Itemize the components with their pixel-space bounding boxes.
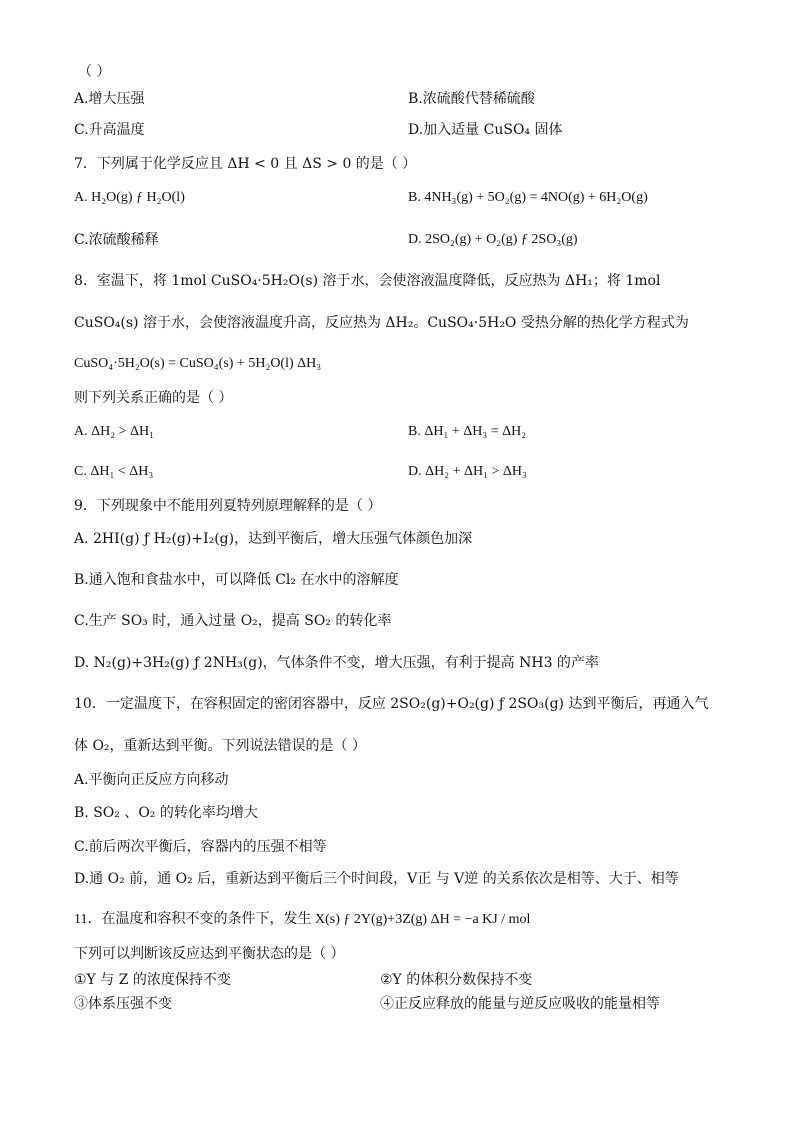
option-d: D. N₂(g)+3H₂(g) ƒ 2NH₃(g)，气体条件不变，增大压强，有利于提高 NH3 的产率 bbox=[74, 655, 599, 671]
question-stem-line-1: 8．室温下，将 1mol CuSO₄·5H₂O(s) 溶于水，会使溶液温度降低，反应热为 ΔH₁；将 1mol bbox=[74, 273, 661, 289]
statement-4: ④正反应释放的能量与逆反应吸收的能量相等 bbox=[380, 996, 660, 1012]
option-c: C.生产 SO₃ 时，通入过量 O₂，提高 SO₂ 的转化率 bbox=[74, 613, 392, 629]
option-a: A. 2HI(g) ƒ H₂(g)+I₂(g)，达到平衡后，增大压强气体颜色加深 bbox=[74, 531, 473, 547]
equation: CuSO₄·5H₂O(s) = CuSO₄(s) + 5H₂O(l) ΔH₃ bbox=[74, 356, 322, 371]
option-d: D. ΔH₂ + ΔH₁ > ΔH₃ bbox=[408, 464, 527, 479]
statement-2: ②Y 的体积分数保持不变 bbox=[380, 972, 533, 988]
option-d: D.通 O₂ 前，通 O₂ 后，重新达到平衡后三个时间段，V正 与 V逆 的关系依次是相等、大于、相等 bbox=[74, 871, 679, 887]
question-stem-line-2: 体 O₂，重新达到平衡。下列说法错误的是（ ） bbox=[74, 738, 366, 754]
option-a: A. ΔH₂ > ΔH₁ bbox=[74, 424, 154, 439]
statement-3: ③体系压强不变 bbox=[74, 996, 172, 1012]
question-stem-line-2: CuSO₄(s) 溶于水，会使溶液温度升高，反应热为 ΔH₂。CuSO₄·5H₂O 受热分解的热化学方程式为 bbox=[74, 315, 689, 331]
option-b: B. SO₂ 、O₂ 的转化率均增大 bbox=[74, 805, 258, 821]
option-c: C.浓硫酸稀释 bbox=[74, 232, 159, 248]
option-a: A.平衡向正反应方向移动 bbox=[74, 772, 229, 788]
option-a: A. H₂O(g) ƒ H₂O(l) bbox=[74, 190, 185, 205]
question-stem: 7．下列属于化学反应且 ΔH < 0 且 ΔS > 0 的是（ ） bbox=[74, 156, 417, 172]
question-stem: 11．在温度和容积不变的条件下，发生 X(s) ƒ 2Y(g)+3Z(g) ΔH = −a KJ / mol bbox=[74, 912, 531, 927]
question-ask: 则下列关系正确的是（ ） bbox=[74, 390, 233, 406]
question-stem-line-1: 10．一定温度下，在容积固定的密闭容器中，反应 2SO₂(g)+O₂(g) ƒ 2SO₃(g) 达到平衡后，再通入气 bbox=[74, 696, 709, 712]
answer-paren: （ ） bbox=[78, 64, 111, 80]
option-d: D.加入适量 CuSO₄ 固体 bbox=[408, 122, 563, 138]
option-d: D. 2SO₂(g) + O₂(g) ƒ 2SO₃(g) bbox=[408, 232, 578, 247]
option-b: B. ΔH₁ + ΔH₃ = ΔH₂ bbox=[408, 424, 527, 439]
option-b: B.通入饱和食盐水中，可以降低 Cl₂ 在水中的溶解度 bbox=[74, 572, 399, 588]
option-c: C. ΔH₁ < ΔH₃ bbox=[74, 464, 154, 479]
statement-1: ①Y 与 Z 的浓度保持不变 bbox=[74, 972, 231, 988]
option-b: B.浓硫酸代替稀硫酸 bbox=[408, 91, 535, 107]
option-c: C.升高温度 bbox=[74, 122, 145, 138]
option-c: C.前后两次平衡后，容器内的压强不相等 bbox=[74, 839, 327, 855]
option-b: B. 4NH₃(g) + 5O₂(g) = 4NO(g) + 6H₂O(g) bbox=[408, 190, 648, 205]
option-a: A.增大压强 bbox=[74, 91, 145, 107]
question-ask: 下列可以判断该反应达到平衡状态的是（ ） bbox=[74, 946, 345, 962]
question-stem: 9．下列现象中不能用列夏特列原理解释的是（ ） bbox=[74, 498, 382, 514]
